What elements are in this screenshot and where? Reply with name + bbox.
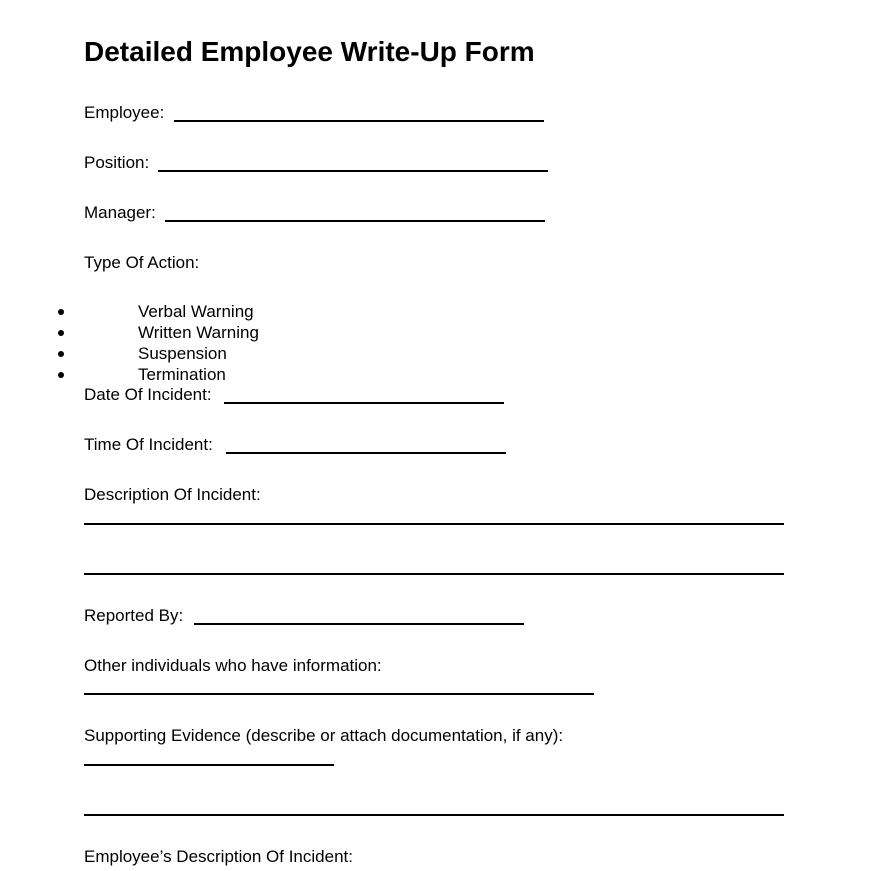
description-line-1[interactable] <box>84 523 784 525</box>
description-line-2[interactable] <box>84 573 784 575</box>
manager-label: Manager: <box>84 203 156 222</box>
reported-by-label: Reported By: <box>84 606 184 625</box>
type-of-action-label: Type Of Action: <box>84 253 200 272</box>
time-of-incident-field[interactable] <box>226 452 506 454</box>
time-of-incident-label: Time Of Incident: <box>84 435 213 454</box>
bullet-icon <box>58 351 64 357</box>
date-of-incident-label: Date Of Incident: <box>84 385 212 404</box>
action-option-written-warning[interactable]: Written Warning <box>138 323 259 342</box>
bullet-icon <box>58 309 64 315</box>
employee-field[interactable] <box>174 120 544 122</box>
supporting-evidence-line-2[interactable] <box>84 814 784 816</box>
form-title: Detailed Employee Write-Up Form <box>84 36 535 67</box>
bullet-icon <box>58 330 64 336</box>
other-individuals-field[interactable] <box>84 693 594 695</box>
action-option-verbal-warning[interactable]: Verbal Warning <box>138 302 254 321</box>
supporting-evidence-line-1[interactable] <box>84 764 334 766</box>
date-of-incident-field[interactable] <box>224 402 504 404</box>
position-label: Position: <box>84 153 150 172</box>
employee-description-label: Employee’s Description Of Incident: <box>84 847 353 866</box>
action-option-termination[interactable]: Termination <box>138 365 226 384</box>
reported-by-field[interactable] <box>194 623 524 625</box>
employee-label: Employee: <box>84 103 165 122</box>
bullet-icon <box>58 372 64 378</box>
supporting-evidence-label: Supporting Evidence (describe or attach documentation, if any): <box>84 726 564 745</box>
manager-field[interactable] <box>165 220 545 222</box>
other-individuals-label: Other individuals who have information: <box>84 656 382 675</box>
position-field[interactable] <box>158 170 548 172</box>
description-of-incident-label: Description Of Incident: <box>84 485 261 504</box>
action-option-suspension[interactable]: Suspension <box>138 344 227 363</box>
